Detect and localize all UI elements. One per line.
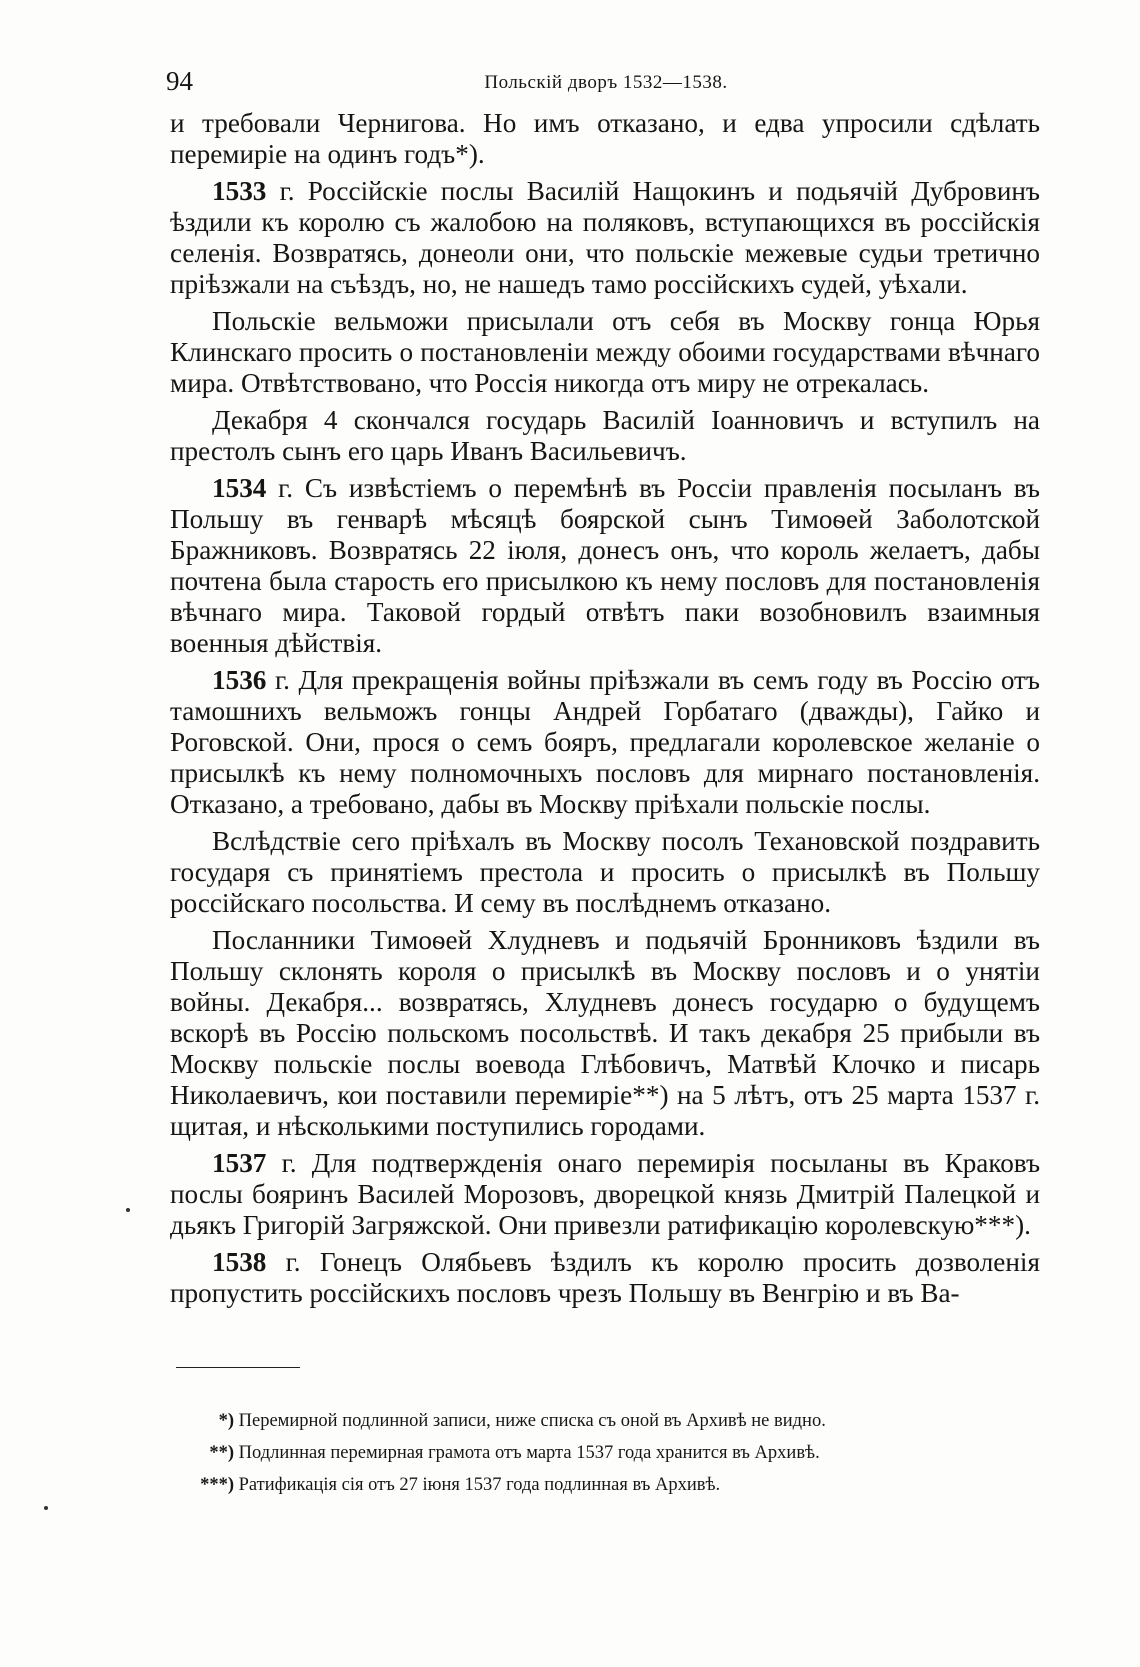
paragraph [170,826,1040,919]
paragraph [170,925,1040,1142]
paragraph-text: Декабря 4 скончался государь Василій Іоанновичъ и вступилъ на престолъ сынъ его царь Иванъ Васильевичъ. [170,405,1040,466]
paragraph [170,306,1040,399]
paragraph-year: 1533 [212,176,267,206]
paragraph [170,473,1040,659]
body-text [170,108,1040,1315]
footnote-mark: ***) [200,1475,234,1495]
paragraph [170,665,1040,820]
paragraph-year: 1538 [212,1247,267,1277]
footnote [194,1469,1034,1501]
paragraph-text: г. Для подтвержденія онаго перемирія посыланы въ Краковъ послы бояринъ Василей Морозовъ, дворецкой князь Дмитрій Палецкой и дьякъ Григорій Загряжской. Они привезли ратификацію королевскую***). [170,1148,1040,1240]
paragraph-text: Польскіе вельможи присылали отъ себя въ Москву гонца Юрья Клинскаго просить о постановленіи между обоими государствами вѣчнаго мира. Отвѣтствовано, что Россія никогда отъ миру не отрекалась. [170,306,1040,398]
running-title: Польскій дворъ 1532—1538. [484,72,728,93]
scan-speck [44,1506,48,1510]
footnotes [194,1405,1034,1501]
footnote [194,1405,1034,1437]
paragraph-year: 1537 [212,1148,267,1178]
footnote-text: Перемирной подлинной записи, ниже списка съ оной въ Архивѣ не видно. [234,1411,826,1431]
paragraph [170,1148,1040,1241]
footnote [194,1437,1034,1469]
footnote-text: Подлинная перемирная грамота отъ марта 1537 года хранится въ Архивѣ. [234,1443,820,1463]
footnote-divider [176,1367,300,1368]
paragraph [170,176,1040,300]
paragraph-text: г. Для прекращенія войны пріѣзжали въ семъ году въ Россію отъ тамошнихъ вельможъ гонцы Андрей Горбатаго (дважды), Гайко и Роговской. Они, прося о семъ бояръ, предлагали королевское желаніе о присылкѣ къ нему полномочныхъ пословъ для мирнаго постановленія. Отказано, а требовано, дабы въ Москву пріѣхали польскіе послы. [170,665,1040,819]
paragraph [170,108,1040,170]
paragraph-text: Вслѣдствіе сего пріѣхалъ въ Москву посолъ Техановской поздравить государя съ принятіемъ престола и просить о присылкѣ въ Польшу россійскаго посольства. И сему въ послѣднемъ отказано. [170,826,1040,918]
footnote-mark: *) [218,1411,234,1431]
page-header [166,66,1046,106]
paragraph-text: г. Россійскіе послы Василій Нащокинъ и подьячій Дубровинъ ѣздили къ королю съ жалобою на поляковъ, вступающихся въ россійскія селенія. Возвратясь, донеоли они, что польскіе межевые судьи третично пріѣзжали на съѣздъ, но, не нашедъ тамо россійскихъ судей, уѣхали. [170,176,1040,299]
scan-speck [126,1208,130,1212]
page-number: 94 [166,66,193,96]
paragraph-text: г. Гонецъ Олябьевъ ѣздилъ къ королю просить дозволенія пропустить россійскихъ пословъ чрезъ Польшу въ Венгрію и въ Ва- [170,1247,1040,1308]
paragraph-text: Посланники Тимоѳей Хлудневъ и подьячій Бронниковъ ѣздили въ Польшу склонять короля о присылкѣ въ Москву пословъ и о унятіи войны. Декабря... возвратясь, Хлудневъ донесъ государю о будущемъ вскорѣ въ Россію польскомъ посольствѣ. И такъ декабря 25 прибыли въ Москву польскіе послы воевода Глѣбовичъ, Матвѣй Клочко и писарь Николаевичъ, кои поставили перемиріе**) на 5 лѣтъ, отъ 25 марта 1537 г. щитая, и нѣсколькими поступились городами. [170,925,1040,1141]
paragraph-text: и требовали Чернигова. Но имъ отказано, и едва упросили сдѣлать перемиріе на одинъ годъ*). [170,108,1040,169]
footnote-mark: **) [209,1443,234,1463]
paragraph-year: 1534 [212,473,267,503]
paragraph-year: 1536 [212,665,267,695]
footnote-text: Ратификація сія отъ 27 іюня 1537 года подлинная въ Архивѣ. [234,1475,721,1495]
paragraph [170,405,1040,467]
paragraph-text: г. Съ извѣстіемъ о перемѣнѣ въ Россіи правленія посыланъ въ Польшу въ генварѣ мѣсяцѣ боярской сынъ Тимоѳей Заболотской Бражниковъ. Возвратясь 22 іюля, донесъ онъ, что король желаетъ, дабы почтена была старость его присылкою къ нему пословъ для постановленія вѣчнаго мира. Таковой гордый отвѣтъ паки возобновилъ взаимныя военныя дѣйствія. [170,473,1040,658]
paragraph [170,1247,1040,1309]
